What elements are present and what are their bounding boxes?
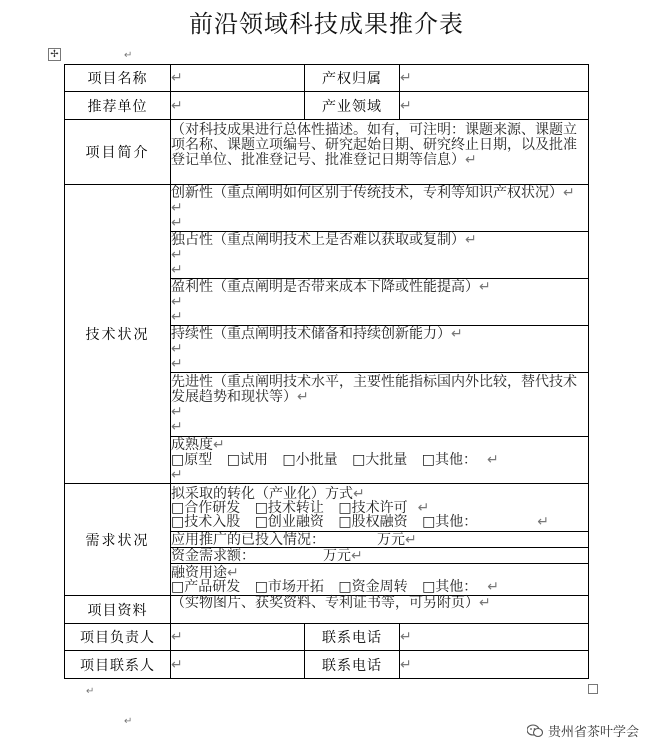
table-row: [65, 65, 589, 92]
table-move-handle-icon[interactable]: ✢: [48, 48, 61, 61]
maturity-option[interactable]: □大批量: [352, 451, 408, 468]
contact-person-label: 项目联系人: [65, 651, 171, 679]
materials-field[interactable]: （实物图片、获奖资料、专利证书等，可另附页）↵: [171, 596, 589, 624]
profitability-field[interactable]: 盈利性（重点阐明是否带来成本下降或性能提高）↵ ↵ ↵: [171, 279, 589, 326]
table-row: [65, 596, 589, 624]
phone-label-1: 联系电话: [305, 624, 400, 651]
paragraph-mark-icon: ↵: [124, 50, 133, 61]
contact-person-field[interactable]: ↵: [171, 651, 305, 679]
transform-option[interactable]: □创业融资: [254, 513, 324, 530]
transform-option[interactable]: □技术转让: [254, 499, 324, 516]
industry-label: 产业领域: [305, 92, 400, 120]
maturity-option[interactable]: □其他：: [421, 451, 477, 468]
maturity-field[interactable]: 成熟度↵ □原型 □试用 □小批量 □大批量 □其他： ↵ ↵: [171, 437, 589, 484]
sustainability-field[interactable]: 持续性（重点阐明技术储备和持续创新能力）↵ ↵ ↵: [171, 326, 589, 373]
advanced-field[interactable]: 先进性（重点阐明技术水平，主要性能指标国内外比较，替代技术发展趋势和现状等）↵ ↵ ↵: [171, 373, 589, 437]
table-row: [65, 651, 589, 679]
fund-need-field[interactable]: 资金需求额： 万元↵: [171, 548, 589, 564]
leader-label: 项目负责人: [65, 624, 171, 651]
paragraph-mark-icon: ↵: [124, 716, 133, 727]
transform-option[interactable]: □其他：: [422, 513, 478, 530]
table-row: [65, 484, 589, 532]
table-row: [65, 120, 589, 185]
paragraph-mark-icon: ↵: [86, 686, 95, 697]
transform-option[interactable]: □技术入股: [171, 513, 241, 530]
invested-field[interactable]: 应用推广的已投入情况： 万元↵: [171, 532, 589, 548]
innovation-field[interactable]: 创新性（重点阐明如何区别于传统技术，专利等知识产权状况）↵ ↵ ↵: [171, 185, 589, 232]
form-table: [64, 64, 589, 679]
transform-option[interactable]: □股权融资: [338, 513, 408, 530]
maturity-option[interactable]: □试用: [226, 451, 268, 468]
maturity-option[interactable]: □小批量: [282, 451, 338, 468]
exclusivity-field[interactable]: 独占性（重点阐明技术上是否难以获取或复制）↵ ↵ ↵: [171, 232, 589, 279]
demand-status-label: 需求状况: [65, 484, 171, 596]
leader-field[interactable]: ↵: [171, 624, 305, 651]
watermark: [527, 721, 639, 740]
maturity-option[interactable]: □原型: [171, 451, 213, 468]
ip-owner-field[interactable]: ↵: [400, 65, 589, 92]
table-row: [65, 92, 589, 120]
project-name-field[interactable]: ↵: [171, 65, 305, 92]
document-title: 前沿领域科技成果推介表: [189, 10, 464, 38]
fund-use-option[interactable]: □市场开拓: [254, 578, 324, 595]
transform-option[interactable]: □技术许可: [338, 499, 408, 516]
wechat-logo-icon: [527, 724, 543, 738]
transform-mode-field[interactable]: 拟采取的转化（产业化）方式↵ □合作研发 □技术转让 □技术许可 ↵ □技术入股 □创业融资 □股权融资 □其他： ↵: [171, 484, 589, 532]
fund-use-field[interactable]: 融资用途↵ □产品研发 □市场开拓 □资金周转 □其他： ↵: [171, 564, 589, 596]
phone-label-2: 联系电话: [305, 651, 400, 679]
intro-label: 项目简介: [65, 120, 171, 185]
tech-status-label: 技术状况: [65, 185, 171, 484]
industry-field[interactable]: ↵: [400, 92, 589, 120]
phone-field-1[interactable]: ↵: [400, 624, 589, 651]
fund-use-option[interactable]: □其他：: [422, 578, 478, 595]
table-resize-handle-icon[interactable]: [588, 684, 598, 694]
transform-option[interactable]: □合作研发: [171, 499, 241, 516]
fund-use-option[interactable]: □产品研发: [171, 578, 241, 595]
table-row: [65, 624, 589, 651]
phone-field-2[interactable]: ↵: [400, 651, 589, 679]
ip-owner-label: 产权归属: [305, 65, 400, 92]
project-name-label: 项目名称: [65, 65, 171, 92]
table-row: [65, 185, 589, 232]
recommend-unit-label: 推荐单位: [65, 92, 171, 120]
recommend-unit-field[interactable]: ↵: [171, 92, 305, 120]
fund-use-option[interactable]: □资金周转: [338, 578, 408, 595]
intro-field[interactable]: （对科技成果进行总体性描述。如有，可注明：课题来源、课题立项名称、课题立项编号、研究起始日期、研究终止日期，以及批准登记单位、批准登记号、批准登记日期等信息）↵: [171, 120, 589, 185]
materials-label: 项目资料: [65, 596, 171, 624]
watermark-text: 贵州省茶叶学会: [547, 725, 639, 740]
